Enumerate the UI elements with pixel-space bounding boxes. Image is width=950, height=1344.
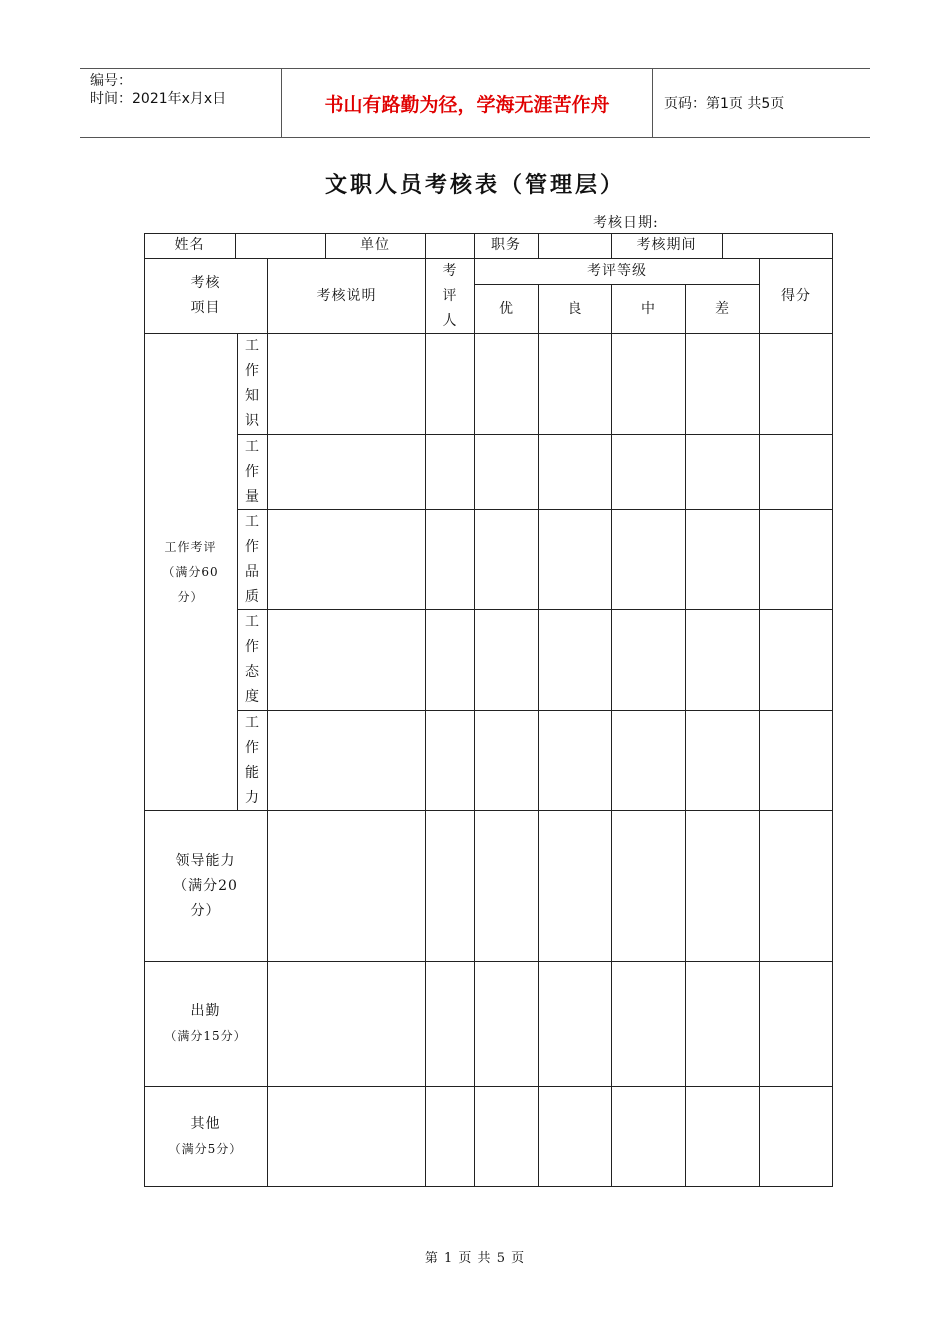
grade-good: 良 [567,300,583,317]
label-char: 知 [245,388,260,404]
page-footer: 第 1 页 共 5 页 [424,1251,526,1266]
grade-excellent: 优 [499,300,514,317]
label-char: 作 [245,538,260,555]
item-header-line: 考核 [190,275,221,291]
form-title: 文职人员考核表（管理层） [324,172,625,198]
work-evaluation-section [144,334,237,810]
attendance-section [144,962,267,1086]
work-quality-label [238,510,267,609]
label-char: 态 [245,664,260,680]
grade-poor: 差 [715,300,730,317]
label-char: 能 [245,764,260,781]
section-line: （满分20 [173,877,238,894]
work-ability-label [238,711,267,810]
number-label: 编号： [90,73,132,89]
unit-label: 单位 [360,237,390,253]
assessment-date-label: 考核日期: [593,215,659,231]
time-label: 时间：2021年x月x日 [90,91,227,107]
label-char: 量 [245,488,260,505]
label-char: 作 [245,639,260,655]
description-header: 考核说明 [316,287,377,304]
grade-level-header: 考评等级 [587,263,647,279]
label-char: 工 [245,513,260,530]
score-header: 得分 [781,287,811,304]
section-line: 分） [177,589,204,604]
assessment-table [144,233,833,1187]
position-label: 职务 [491,237,521,253]
header-page-info: 页码：第1页 共5页 [664,96,785,112]
label-char: 品 [245,563,260,580]
section-line: 出勤 [190,1003,221,1019]
evaluator-header-char: 人 [442,312,458,329]
section-line: 分） [190,902,221,919]
leadership-section [144,811,267,961]
label-char: 质 [245,588,260,605]
label-char: 工 [245,714,260,731]
period-field[interactable] [723,233,832,258]
label-char: 工 [245,438,260,455]
section-line: （满分60 [162,564,219,579]
document-header [80,68,870,138]
item-header-line: 项目 [190,300,221,316]
label-char: 力 [245,789,260,806]
section-line: 其他 [190,1115,221,1132]
section-line: （满分5分） [168,1141,243,1156]
header-meta [80,69,280,137]
evaluator-header-char: 评 [442,287,458,304]
label-char: 度 [245,689,260,705]
evaluator-header [426,259,474,333]
evaluator-header-char: 考 [442,262,458,279]
label-char: 工 [245,614,260,630]
header-motto: 书山有路勤为径，学海无涯苦作舟 [281,69,653,137]
section-line: （满分15分） [164,1029,247,1043]
unit-field[interactable] [426,233,474,258]
label-char: 作 [245,739,260,756]
work-knowledge-label [238,334,267,434]
work-attitude-label [238,610,267,710]
section-line: 领导能力 [175,852,236,869]
position-field[interactable] [539,233,611,258]
work-volume-label [238,435,267,509]
name-field[interactable] [236,233,325,258]
name-label: 姓名 [174,237,205,253]
item-header [144,259,267,333]
label-char: 作 [245,463,260,480]
section-line: 工作考评 [164,539,217,554]
period-label: 考核期间 [636,237,697,253]
label-char: 作 [245,363,260,379]
label-char: 识 [245,413,260,429]
label-char: 工 [245,338,260,354]
grade-average: 中 [641,300,656,317]
other-section [144,1087,267,1186]
